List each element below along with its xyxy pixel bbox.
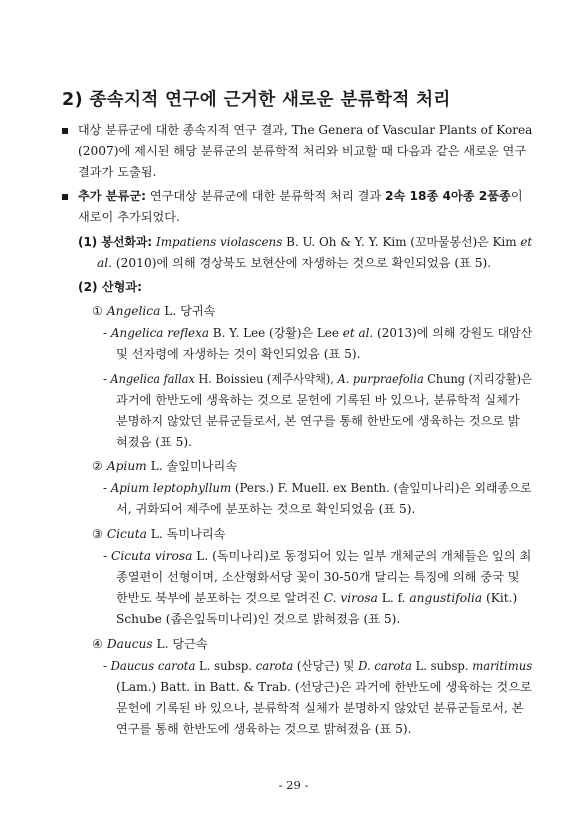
genus2-auth: L. 솔잎미나리속 bbox=[150, 459, 238, 473]
genus1-a-species: Angelica reflexa bbox=[110, 326, 209, 340]
genus4-a-species4: maritimus bbox=[472, 659, 533, 673]
genus4-heading bbox=[92, 636, 208, 652]
genus1-heading bbox=[92, 303, 215, 319]
genus3-a-line2: 종열편이 선형이며, 소산형화서당 꽃이 30-50개 달리는 특징에 의해 중국 및 bbox=[116, 570, 520, 584]
genus2-heading bbox=[92, 458, 237, 474]
genus1-b-line3: 분명하지 않았던 분류군들로서, 본 연구를 통해 한반도에 생육하는 것으로 밝 bbox=[116, 414, 520, 428]
genus3-a-species: Cicuta virosa bbox=[111, 549, 193, 563]
bullet1-line3: 결과가 도출됨. bbox=[78, 165, 157, 179]
genus3-a-species3: angustifolia bbox=[409, 591, 483, 605]
bullet2-label: 추가 분류군: bbox=[78, 189, 146, 203]
genus1-num: ① bbox=[92, 304, 103, 318]
item1-authority: B. U. Oh & Y. Y. Kim (꼬마물봉선)은 Kim bbox=[286, 235, 517, 249]
page-number: - 29 - bbox=[278, 778, 309, 792]
item1-line2 bbox=[97, 255, 491, 271]
bullet1-line2: (2007)에 제시된 해당 분류군의 분류학적 처리와 비교할 때 다음과 같은 새로운 연구 bbox=[78, 144, 527, 158]
genus4-num: ④ bbox=[92, 637, 103, 651]
genus1-auth: L. 당귀속 bbox=[164, 304, 216, 318]
genus1-a-line2: 및 선자령에 자생하는 것이 확인되었음 (표 5). bbox=[116, 347, 361, 361]
genus1-b-species2: A. purpraefolia bbox=[337, 372, 424, 386]
bullet2-count: 2속 18종 4아종 2품종 bbox=[385, 189, 511, 203]
item2-label: (2) 산형과: bbox=[78, 280, 143, 294]
genus4-a-species3: D. carota bbox=[358, 659, 412, 673]
genus1-b-line1: - Angelica fallax H. Boissieu (제주사약채), A. purpraefolia Chung (지리강활)은 bbox=[103, 372, 532, 386]
genus3-name: Cicuta bbox=[106, 527, 147, 541]
genus1-name: Angelica bbox=[106, 304, 161, 318]
genus3-a-line3: 한반도 북부에 분포하는 것으로 알려진 C. virosa L. f. angustifolia (Kit.) bbox=[116, 591, 518, 605]
item1-species: Impatiens violascens bbox=[156, 235, 283, 249]
item1-etal-cont: al. bbox=[97, 256, 113, 270]
genus1-a-line1: - Angelica reflexa B. Y. Lee (강활)은 Lee et al. (2013)에 의해 강원도 대암산 bbox=[103, 326, 533, 340]
genus3-heading bbox=[92, 526, 225, 542]
genus4-a-species1: Daucus carota bbox=[110, 659, 196, 673]
genus4-name: Daucus bbox=[106, 637, 153, 651]
genus3-a-line4: Schube (좁은잎독미나리)인 것으로 밝혀졌음 (표 5). bbox=[116, 612, 401, 626]
section-heading: 2) 종속지적 연구에 근거한 새로운 분류학적 처리 bbox=[62, 90, 451, 110]
bullet1-line1: 대상 분류군에 대한 종속지적 연구 결과, The Genera of Vascular Plants of Korea bbox=[78, 123, 533, 137]
bullet2-line1 bbox=[78, 188, 523, 204]
genus3-auth: L. 독미나리속 bbox=[150, 527, 226, 541]
genus3-num: ③ bbox=[92, 527, 103, 541]
item1-line1 bbox=[78, 234, 532, 250]
genus2-num: ② bbox=[92, 459, 103, 473]
genus4-a-species2: carota bbox=[255, 659, 294, 673]
genus4-a-line2: (Lam.) Batt. in Batt. & Trab. (선당근)은 과거에 한반도에 생육하는 것으로 bbox=[116, 680, 532, 694]
bullet2-tail: 이 bbox=[510, 189, 523, 203]
bullet2-line2: 새로이 추가되었다. bbox=[78, 210, 180, 224]
genus1-b-line4: 혀졌음 (표 5). bbox=[116, 435, 192, 449]
genus2-name: Apium bbox=[106, 459, 147, 473]
genus2-a-line2: 서, 귀화되어 제주에 분포하는 것으로 확인되었음 (표 5). bbox=[116, 502, 416, 516]
genus3-a-line1: - Cicuta virosa L. (독미나리)로 동정되어 있는 일부 개체군의 개체들은 잎의 최 bbox=[103, 549, 532, 563]
item1-etal: et bbox=[520, 235, 533, 249]
genus2-a-line1: - Apium leptophyllum (Pers.) F. Muell. ex Benth. (솔잎미나리)은 외래종으로 bbox=[103, 481, 532, 495]
bullet-square-icon bbox=[62, 128, 68, 134]
genus1-b-species1: Angelica fallax bbox=[110, 372, 195, 386]
genus4-a-line1: - Daucus carota L. subsp. carota (산당근) 및 D. carota L. subsp. maritimus bbox=[103, 659, 533, 673]
genus4-a-line4: 연구를 통해 한반도에 생육하는 것으로 밝혀졌음 (표 5). bbox=[116, 722, 412, 736]
bullet-square-icon bbox=[62, 194, 68, 200]
item1-line2-text: (2010)에 의해 경상북도 보현산에 자생하는 것으로 확인되었음 (표 5). bbox=[115, 256, 492, 270]
genus4-a-line3: 문헌에 기록된 바 있으나, 분류학적 실체가 분명하지 않았던 분류군들로서, 본 bbox=[116, 701, 524, 715]
bullet2-text: 연구대상 분류군에 대한 분류학적 처리 결과 bbox=[149, 189, 382, 203]
item1-label: (1) 봉선화과: bbox=[78, 235, 153, 249]
genus1-b-line2: 과거에 한반도에 생육하는 것으로 문헌에 기록된 바 있으나, 분류학적 실체가 bbox=[116, 393, 520, 407]
genus4-auth: L. 당근속 bbox=[156, 637, 208, 651]
genus2-a-species: Apium leptophyllum bbox=[110, 481, 232, 495]
genus3-a-species2: C. virosa bbox=[323, 591, 378, 605]
